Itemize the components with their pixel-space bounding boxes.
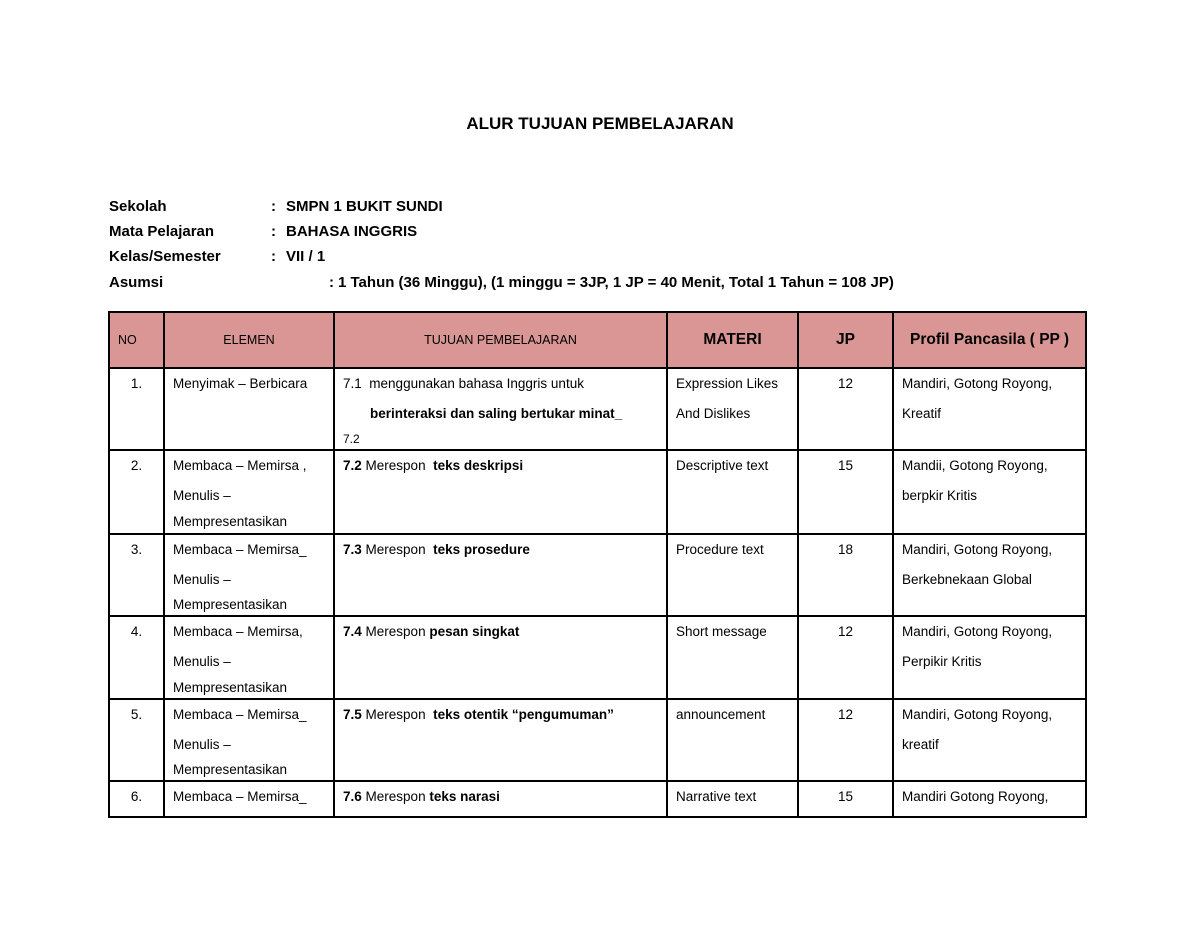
cell-materi <box>667 534 798 616</box>
cell-no: 3. <box>109 534 164 616</box>
pp-line: Perpikir Kritis <box>902 654 982 669</box>
meta-colon: : <box>271 223 276 240</box>
cell-pp <box>893 616 1086 699</box>
meta-label: Sekolah <box>109 198 167 215</box>
elemen-line: Membaca – Memirsa, <box>173 624 303 639</box>
page-title: ALUR TUJUAN PEMBELAJARAN <box>466 114 734 133</box>
tujuan-pre: Merespon <box>365 542 426 557</box>
elemen-line: Membaca – Memirsa_ <box>173 542 307 557</box>
cell-elemen <box>164 699 334 781</box>
pp-line: Kreatif <box>902 406 942 421</box>
materi-line: Short message <box>676 624 767 639</box>
materi-line: Expression Likes <box>676 376 779 391</box>
cell-tujuan <box>334 534 667 616</box>
tujuan-code: 7.6 <box>343 789 362 804</box>
cell-jp: 12 <box>798 616 893 699</box>
pp-line: Mandiri, Gotong Royong, <box>902 624 1053 639</box>
header-materi: MATERI <box>667 312 798 368</box>
cell-tujuan <box>334 699 667 781</box>
tujuan-bold: teks deskripsi <box>433 458 524 473</box>
pp-line: berpkir Kritis <box>902 488 978 503</box>
tujuan-line <box>343 782 658 812</box>
cell-materi <box>667 781 798 817</box>
table-row <box>109 368 1086 450</box>
materi-line: And Dislikes <box>676 406 751 421</box>
cell-tujuan <box>334 450 667 534</box>
pp-line: Mandiri Gotong Royong, <box>902 789 1049 804</box>
cell-pp <box>893 699 1086 781</box>
meta-label: Kelas/Semester <box>109 248 221 265</box>
elemen-line: Mempresentasikan <box>173 514 288 529</box>
cell-jp: 15 <box>798 781 893 817</box>
tujuan-code: 7.2 <box>343 458 362 473</box>
table-row <box>109 616 1086 699</box>
pp-line: Mandiri, Gotong Royong, <box>902 542 1053 557</box>
elemen-line: Menulis – <box>173 737 231 752</box>
pp-line: Mandii, Gotong Royong, <box>902 458 1048 473</box>
cell-elemen <box>164 616 334 699</box>
tujuan-pre: Merespon <box>365 707 426 722</box>
cell-no: 1. <box>109 368 164 450</box>
header-pp: Profil Pancasila ( PP ) <box>893 312 1086 368</box>
elemen-line: Menulis – <box>173 572 231 587</box>
table-row <box>109 450 1086 534</box>
tujuan-line <box>343 369 658 399</box>
cell-no: 2. <box>109 450 164 534</box>
elemen-line: Menulis – <box>173 488 231 503</box>
cell-jp: 12 <box>798 368 893 450</box>
tujuan-bold: pesan singkat <box>429 624 520 639</box>
tujuan-line <box>343 535 658 565</box>
cell-pp <box>893 781 1086 817</box>
pp-line: Mandiri, Gotong Royong, <box>902 707 1053 722</box>
tujuan-pre: Merespon <box>365 624 426 639</box>
cell-materi <box>667 699 798 781</box>
materi-line: Procedure text <box>676 542 764 557</box>
table-row <box>109 781 1086 817</box>
cell-elemen <box>164 781 334 817</box>
materi-line: announcement <box>676 707 766 722</box>
tujuan-code: 7.5 <box>343 707 362 722</box>
cell-jp: 12 <box>798 699 893 781</box>
meta-label: Asumsi <box>109 274 164 291</box>
table-row <box>109 699 1086 781</box>
meta-label: Mata Pelajaran <box>109 223 215 240</box>
cell-materi <box>667 368 798 450</box>
meta-colon: : <box>271 248 276 265</box>
pp-line: Berkebnekaan Global <box>902 572 1032 587</box>
tujuan-pre: Merespon <box>365 458 426 473</box>
tujuan-bold: teks prosedure <box>433 542 530 557</box>
elemen-line: Menyimak – Berbicara <box>173 376 308 391</box>
cell-no: 6. <box>109 781 164 817</box>
cell-tujuan <box>334 368 667 450</box>
table-row <box>109 534 1086 616</box>
meta-value: SMPN 1 BUKIT SUNDI <box>286 198 443 215</box>
tujuan-bold: teks otentik “pengumuman” <box>433 707 614 722</box>
meta-value: 1 Tahun (36 Minggu), (1 minggu = 3JP, 1 JP = 40 Menit, Total 1 Tahun = 108 JP) <box>338 274 894 291</box>
tujuan-code: 7.1 <box>343 376 362 391</box>
cell-jp: 15 <box>798 450 893 534</box>
tujuan-line: berinteraksi dan saling bertukar minat_ <box>370 406 623 421</box>
cell-elemen <box>164 534 334 616</box>
table-header-row <box>109 312 1086 368</box>
cell-elemen <box>164 368 334 450</box>
tujuan-code: 7.4 <box>343 624 362 639</box>
meta-colon: : <box>329 274 334 291</box>
elemen-line: Membaca – Memirsa_ <box>173 789 307 804</box>
meta-colon: : <box>271 198 276 215</box>
cell-materi <box>667 450 798 534</box>
materi-line: Descriptive text <box>676 458 769 473</box>
meta-value: BAHASA INGGRIS <box>286 223 418 240</box>
atp-table <box>108 311 1087 818</box>
header-tujuan: TUJUAN PEMBELAJARAN <box>334 312 667 368</box>
tujuan-pre: Merespon <box>365 789 426 804</box>
elemen-line: Mempresentasikan <box>173 762 288 777</box>
cell-jp: 18 <box>798 534 893 616</box>
elemen-line: Mempresentasikan <box>173 680 288 695</box>
header-no: NO <box>109 312 164 368</box>
elemen-line: Mempresentasikan <box>173 597 288 612</box>
header-jp: JP <box>798 312 893 368</box>
elemen-line: Membaca – Memirsa_ <box>173 707 307 722</box>
tujuan-line <box>343 617 658 647</box>
pp-line: kreatif <box>902 737 939 752</box>
cell-no: 5. <box>109 699 164 781</box>
tujuan-line <box>343 451 658 481</box>
tujuan-line: 7.2 <box>343 432 360 446</box>
cell-materi <box>667 616 798 699</box>
elemen-line: Membaca – Memirsa , <box>173 458 307 473</box>
tujuan-bold: teks narasi <box>429 789 500 804</box>
tujuan-code: 7.3 <box>343 542 362 557</box>
cell-no: 4. <box>109 616 164 699</box>
materi-line: Narrative text <box>676 789 757 804</box>
header-elemen: ELEMEN <box>164 312 334 368</box>
meta-value: VII / 1 <box>286 248 326 265</box>
cell-tujuan <box>334 781 667 817</box>
cell-pp <box>893 368 1086 450</box>
tujuan-text: menggunakan bahasa Inggris untuk <box>369 376 584 391</box>
cell-tujuan <box>334 616 667 699</box>
cell-pp <box>893 534 1086 616</box>
tujuan-line <box>343 700 658 730</box>
cell-pp <box>893 450 1086 534</box>
elemen-line: Menulis – <box>173 654 231 669</box>
cell-elemen <box>164 450 334 534</box>
pp-line: Mandiri, Gotong Royong, <box>902 376 1053 391</box>
